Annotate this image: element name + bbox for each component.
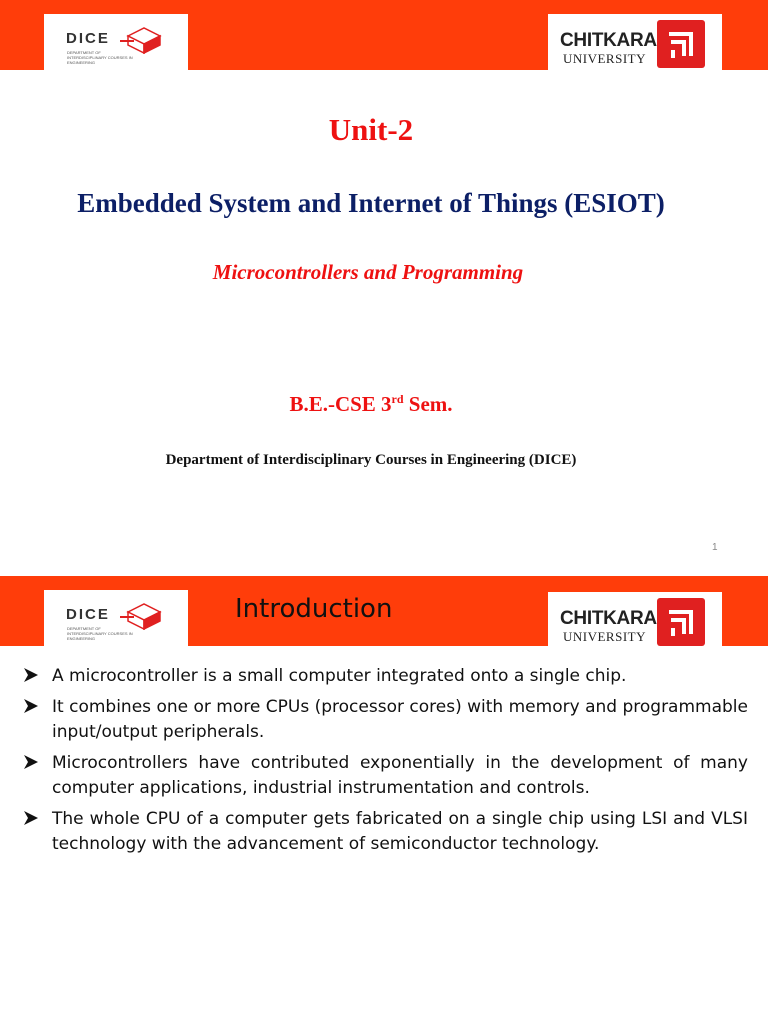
dice-logo-mark	[66, 600, 166, 641]
dice-logo-subtitle: DEPARTMENT OF INTERDISCIPLINARY COURSES IN ENGINEERING	[67, 50, 133, 65]
bullet-text: A microcontroller is a small computer integrated onto a single chip.	[52, 666, 627, 686]
unit-title: Unit-2	[328, 112, 414, 147]
dice-logo-subtitle: DEPARTMENT OF INTERDISCIPLINARY COURSES IN ENGINEERING	[67, 626, 133, 641]
chitkara-logo	[548, 14, 722, 70]
introduction-slide	[0, 576, 768, 1024]
chitkara-mark-icon	[657, 598, 705, 646]
department-name: Department of Interdisciplinary Courses in Engineering (DICE)	[165, 452, 577, 468]
course-subtitle: Microcontrollers and Programming	[212, 260, 524, 284]
list-item	[22, 751, 748, 801]
dice-cube-icon	[120, 24, 166, 54]
arrow-bullet-icon	[22, 697, 40, 715]
course-semester	[0, 392, 742, 417]
chitkara-logo-sub: UNIVERSITY	[563, 629, 646, 644]
chitkara-mark-icon	[657, 20, 705, 68]
list-item	[22, 807, 748, 857]
bullet-text: Microcontrollers have contributed exponentially in the development of many computer applications, industrial instrumentation and controls.	[52, 753, 748, 798]
dice-logo-word: DICE	[66, 30, 110, 47]
dice-logo-mark	[66, 24, 166, 65]
course-title: Embedded System and Internet of Things (ESIOT)	[77, 188, 665, 218]
arrow-bullet-icon	[22, 809, 40, 827]
bullet-text: The whole CPU of a computer gets fabricated on a single chip using LSI and VLSI technology with the advancement of semiconductor technology.	[52, 809, 748, 854]
course-semester-sup: rd	[391, 392, 404, 406]
bullet-list	[22, 664, 748, 863]
bullet-text: It combines one or more CPUs (processor cores) with memory and programmable input/output peripherals.	[52, 697, 748, 742]
list-item	[22, 695, 748, 745]
dice-cube-icon	[120, 600, 166, 630]
course-semester-prefix: B.E.-CSE 3	[289, 392, 392, 416]
slide-heading: Introduction	[235, 594, 393, 624]
arrow-bullet-icon	[22, 666, 40, 684]
dice-logo-word: DICE	[66, 606, 110, 623]
chitkara-logo	[548, 592, 722, 648]
list-item	[22, 664, 748, 689]
dice-logo	[44, 14, 188, 70]
page-number: 1	[712, 542, 718, 553]
chitkara-logo-name: CHITKARA	[560, 30, 657, 51]
arrow-bullet-icon	[22, 753, 40, 771]
chitkara-logo-sub: UNIVERSITY	[563, 51, 646, 66]
course-semester-suffix: Sem.	[403, 392, 453, 416]
chitkara-logo-name: CHITKARA	[560, 608, 657, 629]
dice-logo	[44, 590, 188, 646]
